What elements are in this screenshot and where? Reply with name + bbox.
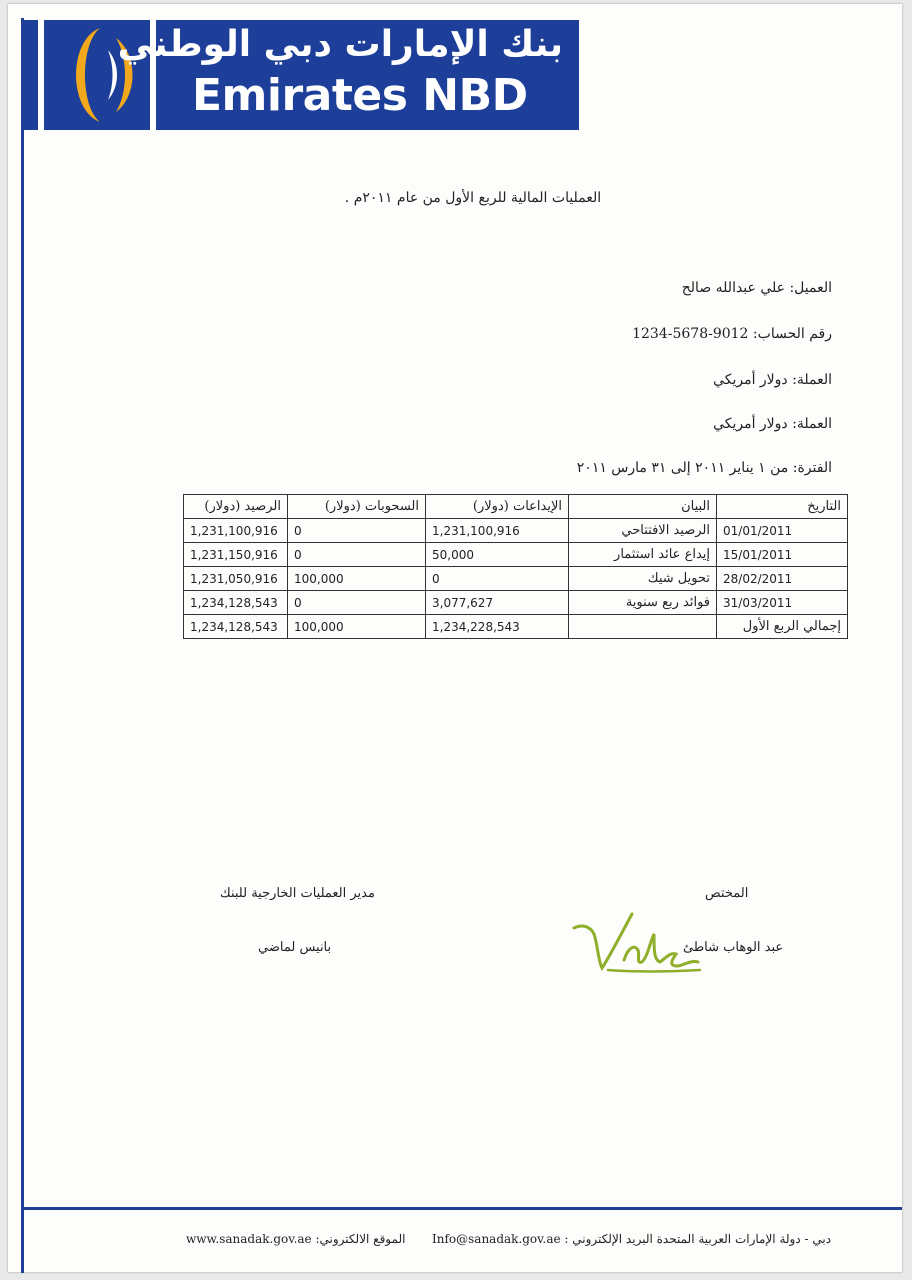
total-balance: 1,234,128,543 (184, 615, 288, 639)
table-total-row (184, 615, 848, 639)
footer-site-label: الموقع الالكتروني: (315, 1232, 406, 1246)
handwritten-signature (568, 904, 708, 984)
footer-location: دبي - دولة الإمارات العربية المتحدة (656, 1232, 832, 1246)
currency-line-2 (713, 416, 832, 432)
account-value: 1234-5678-9012 (632, 326, 749, 342)
left-border-rule (21, 18, 24, 1273)
cell-description: إيداع عائد استثمار (569, 543, 717, 567)
currency-value-2: دولار أمريكي (713, 416, 788, 432)
cell-description: فوائد ربع سنوية (569, 591, 717, 615)
account-line (632, 326, 832, 342)
column-header-deposits: الإيداعات (دولار) (426, 495, 569, 519)
cell-deposits: 3,077,627 (426, 591, 569, 615)
table-row (184, 591, 848, 615)
column-header-date: التاريخ (717, 495, 848, 519)
cell-deposits: 0 (426, 567, 569, 591)
document-title: العمليات المالية للربع الأول من عام ٢٠١١م . (344, 190, 602, 206)
footer-contact (432, 1232, 831, 1246)
period-line (577, 460, 832, 476)
cell-description: تحويل شيك (569, 567, 717, 591)
left-signatory-title: مدير العمليات الخارجية للبنك (220, 886, 375, 901)
cell-balance: 1,231,150,916 (184, 543, 288, 567)
statement-table (183, 494, 848, 639)
client-line (682, 280, 832, 296)
right-signatory-title: المختص (705, 886, 749, 901)
table-row (184, 519, 848, 543)
cell-withdrawals: 100,000 (288, 567, 426, 591)
right-signatory-name: عبد الوهاب شاطئ (683, 940, 784, 955)
footer-email-label: البريد الإلكتروني : (564, 1232, 653, 1246)
currency-value: دولار أمريكي (713, 372, 788, 388)
cell-balance: 1,234,128,543 (184, 591, 288, 615)
document-page (8, 4, 902, 1272)
cell-description: الرصيد الافتتاحي (569, 519, 717, 543)
account-label: رقم الحساب: (752, 326, 832, 342)
bank-name-arabic: بنك الإمارات دبي الوطني (117, 24, 563, 65)
currency-label: العملة: (792, 372, 832, 388)
cell-date: 15/01/2011 (717, 543, 848, 567)
cell-deposits: 1,231,100,916 (426, 519, 569, 543)
cell-date: 28/02/2011 (717, 567, 848, 591)
cell-deposits: 50,000 (426, 543, 569, 567)
bank-name-english: Emirates NBD (192, 70, 528, 121)
table-header-row (184, 495, 848, 519)
client-value: علي عبدالله صالح (681, 280, 785, 296)
table-row (184, 543, 848, 567)
cell-withdrawals: 0 (288, 519, 426, 543)
cell-balance: 1,231,050,916 (184, 567, 288, 591)
table-row (184, 567, 848, 591)
cell-date: 01/01/2011 (717, 519, 848, 543)
total-label: إجمالي الربع الأول (717, 615, 848, 639)
footer-email: Info@sanadak.gov.ae (432, 1232, 561, 1246)
footer-website (186, 1232, 405, 1246)
currency-line (713, 372, 832, 388)
column-header-description: البيان (569, 495, 717, 519)
column-header-withdrawals: السحوبات (دولار) (288, 495, 426, 519)
currency-label-2: العملة: (792, 416, 832, 432)
period-label: الفترة: (792, 460, 832, 476)
total-description-empty (569, 615, 717, 639)
footer-site-url: www.sanadak.gov.ae (186, 1232, 312, 1246)
total-deposits: 1,234,228,543 (426, 615, 569, 639)
cell-date: 31/03/2011 (717, 591, 848, 615)
total-withdrawals: 100,000 (288, 615, 426, 639)
cell-withdrawals: 0 (288, 543, 426, 567)
cell-balance: 1,231,100,916 (184, 519, 288, 543)
period-value: من ١ يناير ٢٠١١ إلى ٣١ مارس ٢٠١١ (576, 460, 789, 476)
column-header-balance: الرصيد (دولار) (184, 495, 288, 519)
client-label: العميل: (789, 280, 832, 296)
bank-logo (24, 20, 579, 130)
left-signatory-name: بانيس لماضي (258, 940, 332, 955)
footer-rule (24, 1207, 902, 1210)
cell-withdrawals: 0 (288, 591, 426, 615)
